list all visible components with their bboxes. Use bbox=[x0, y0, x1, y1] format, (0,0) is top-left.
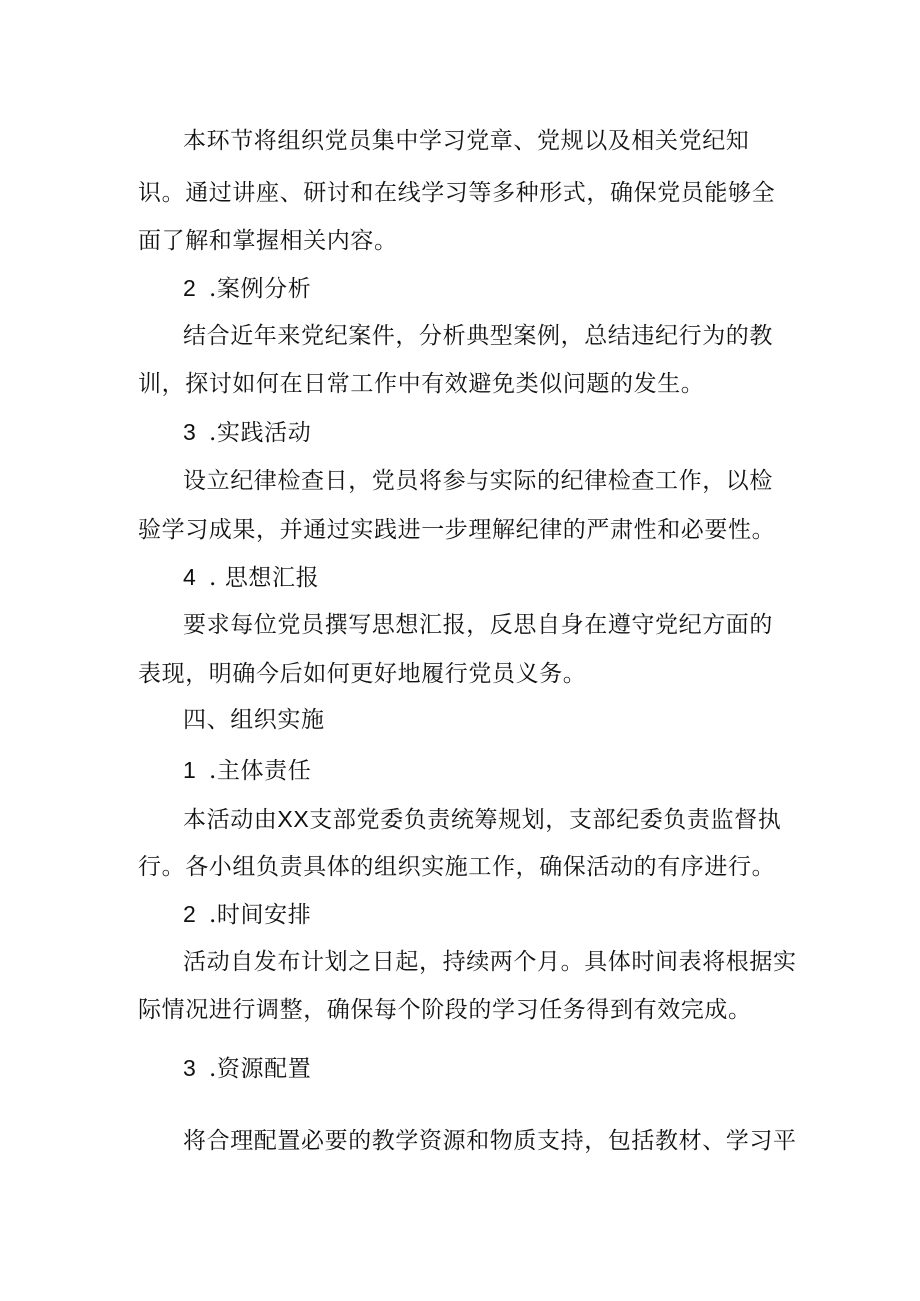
subheading-title: .主体责任 bbox=[209, 758, 312, 784]
subheading-title: .实践活动 bbox=[209, 420, 312, 446]
paragraph-line: 行。各小组负责具体的组织实施工作，确保活动的有序进行。 bbox=[138, 854, 776, 880]
paragraph-line: 际情况进行调整，确保每个阶段的学习任务得到有效完成。 bbox=[138, 997, 752, 1023]
paragraph-line: 活动自发布计划之日起，持续两个月。具体时间表将根据实 bbox=[183, 949, 797, 975]
paragraph-line: 面了解和掌握相关内容。 bbox=[138, 228, 398, 254]
paragraph-line: 本活动由XX支部党委负责统筹规划，支部纪委负责监督执 bbox=[183, 806, 782, 833]
subheading-number: 4 bbox=[183, 564, 197, 590]
subheading-number: 2 bbox=[183, 901, 197, 927]
subheading-number: 3 bbox=[183, 1055, 197, 1081]
subheading-number: 1 bbox=[183, 757, 197, 783]
paragraph-line: 设立纪律检查日，党员将参与实际的纪律检查工作，以检 bbox=[183, 468, 773, 494]
subheading-title: . 思想汇报 bbox=[209, 565, 320, 591]
paragraph-line: 结合近年来党纪案件，分析典型案例，总结违纪行为的教 bbox=[183, 323, 773, 349]
subheading bbox=[183, 417, 311, 448]
subheading bbox=[183, 562, 319, 593]
section-heading: 四、组织实施 bbox=[183, 707, 325, 733]
subheading bbox=[183, 1053, 311, 1084]
subheading bbox=[183, 273, 311, 304]
subheading bbox=[183, 755, 311, 786]
paragraph-line: 要求每位党员撰写思想汇报，反思自身在遵守党纪方面的 bbox=[183, 612, 773, 638]
subheading-title: .案例分析 bbox=[209, 276, 312, 302]
paragraph-line: 训，探讨如何在日常工作中有效避免类似问题的发生。 bbox=[138, 371, 705, 397]
paragraph-line: 本环节将组织党员集中学习党章、党规以及相关党纪知 bbox=[183, 128, 750, 154]
paragraph-line: 将合理配置必要的教学资源和物质支持，包括教材、学习平 bbox=[183, 1128, 797, 1154]
subheading-title: .资源配置 bbox=[209, 1056, 312, 1082]
subheading-title: .时间安排 bbox=[209, 902, 312, 928]
paragraph-line: 表现，明确今后如何更好地履行党员义务。 bbox=[138, 661, 587, 687]
paragraph-line: 识。通过讲座、研讨和在线学习等多种形式，确保党员能够全 bbox=[138, 180, 776, 206]
subheading-number: 3 bbox=[183, 419, 197, 445]
subheading bbox=[183, 899, 311, 930]
subheading-number: 2 bbox=[183, 275, 197, 301]
paragraph-line: 验学习成果，并通过实践进一步理解纪律的严肃性和必要性。 bbox=[138, 517, 776, 543]
